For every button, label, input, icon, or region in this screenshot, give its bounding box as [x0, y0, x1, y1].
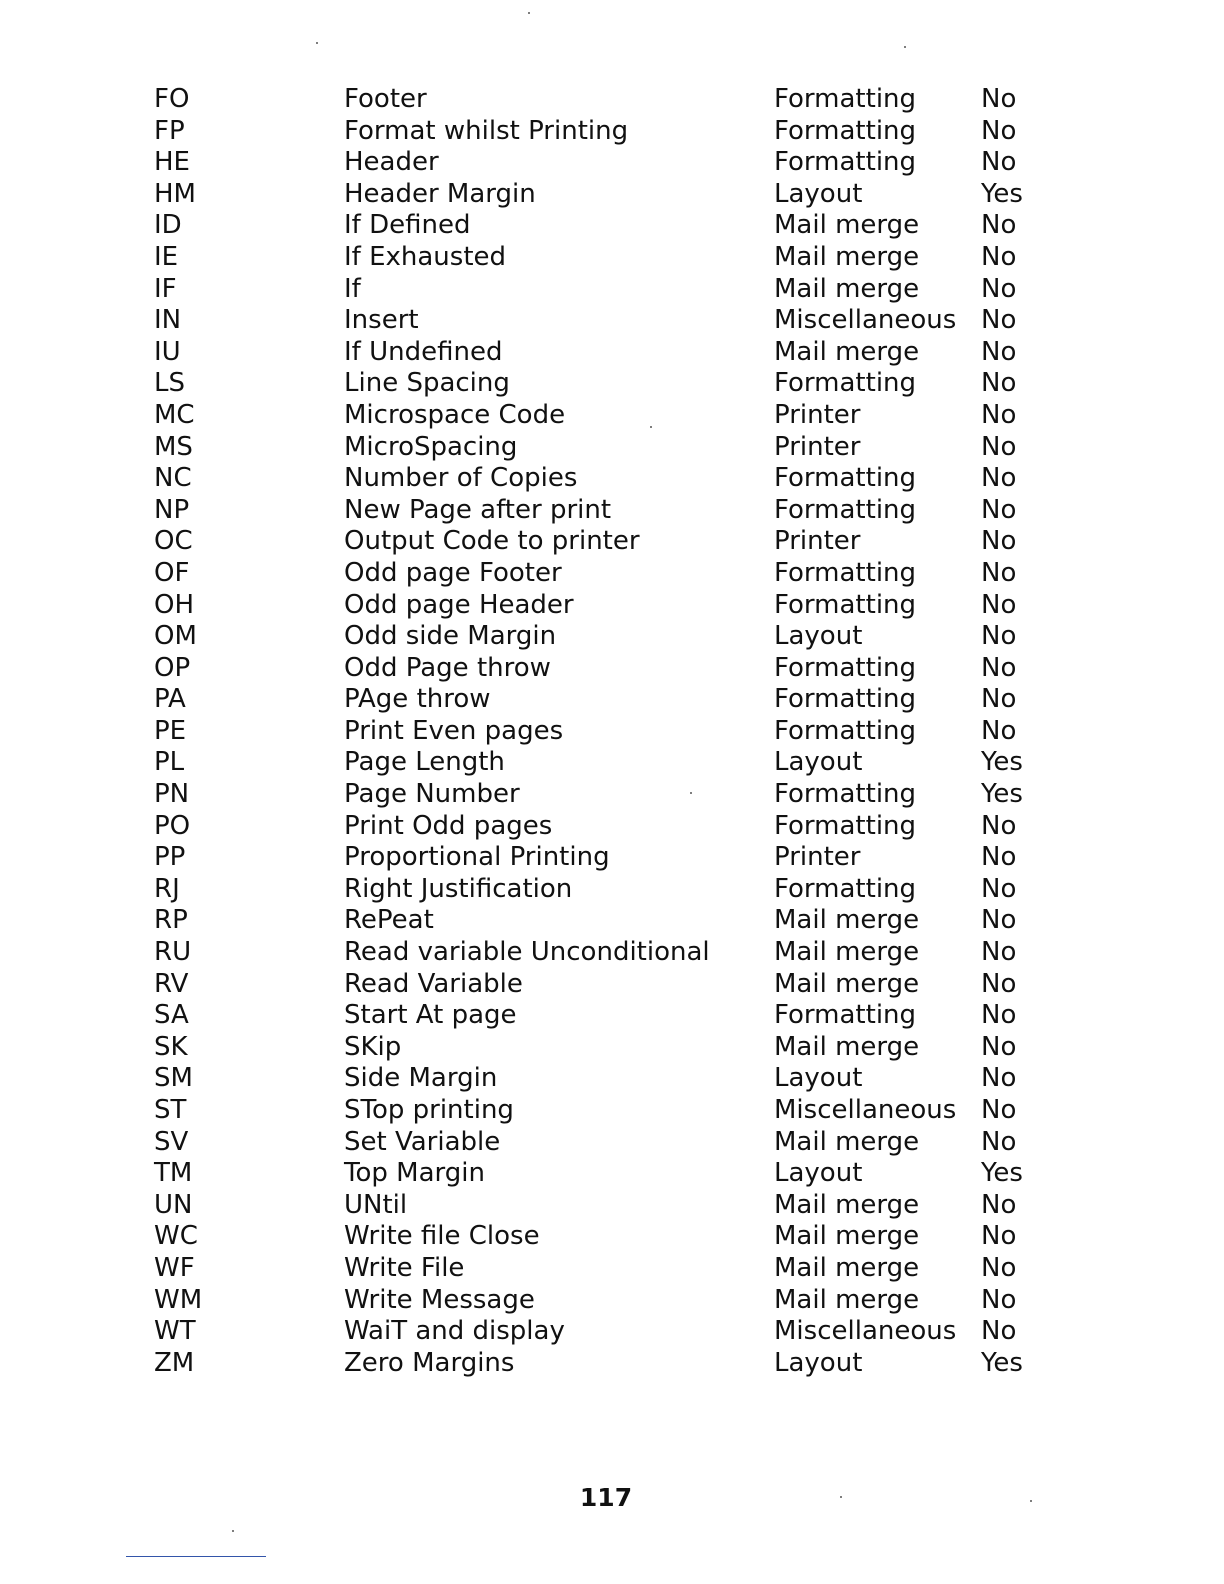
row-name: Side Margin	[344, 1063, 498, 1094]
row-code: OF	[154, 557, 190, 588]
table-row	[154, 432, 1054, 464]
row-flag: No	[981, 905, 1017, 936]
scan-speck	[650, 426, 652, 428]
table-row	[154, 1095, 1054, 1127]
table-row	[154, 653, 1054, 685]
table-row	[154, 305, 1054, 337]
row-category: Miscellaneous	[774, 1095, 957, 1125]
row-name: Odd Page throw	[344, 652, 551, 683]
row-category: Miscellaneous	[774, 305, 957, 336]
row-name: Start At page	[344, 1000, 517, 1031]
row-code: FP	[154, 115, 185, 146]
scan-speck	[528, 12, 530, 14]
row-flag: No	[981, 842, 1017, 873]
row-code: TM	[154, 1158, 193, 1189]
row-name: UNtil	[344, 1189, 408, 1220]
row-name: If Exhausted	[344, 241, 507, 272]
row-code: SK	[154, 1031, 188, 1062]
row-code: SM	[154, 1063, 193, 1094]
table-row	[154, 1190, 1054, 1222]
row-name: Top Margin	[344, 1158, 485, 1189]
row-code: PE	[154, 715, 187, 746]
row-name: If	[344, 273, 361, 304]
row-flag: No	[981, 1316, 1017, 1347]
row-category: Formatting	[774, 715, 917, 746]
row-category: Mail merge	[774, 1252, 920, 1283]
table-row	[154, 811, 1054, 843]
row-category: Printer	[774, 431, 861, 462]
bottom-rule	[126, 1556, 266, 1557]
row-name: If Defined	[344, 210, 471, 241]
row-flag: No	[981, 431, 1017, 462]
row-category: Mail merge	[774, 210, 920, 241]
table-row	[154, 969, 1054, 1001]
row-code: WM	[154, 1284, 203, 1315]
row-code: MC	[154, 399, 195, 430]
row-name: Proportional Printing	[344, 842, 610, 873]
scan-speck	[840, 1496, 842, 1498]
row-category: Mail merge	[774, 1189, 920, 1220]
row-code: OH	[154, 589, 195, 620]
row-flag: No	[981, 273, 1017, 304]
row-category: Formatting	[774, 589, 917, 620]
row-flag: Yes	[981, 178, 1023, 209]
row-name: If Undefined	[344, 336, 503, 367]
row-flag: No	[981, 1284, 1017, 1315]
row-name: Right Justification	[344, 873, 573, 904]
table-row	[154, 463, 1054, 495]
row-category: Printer	[774, 399, 861, 430]
row-flag: No	[981, 399, 1017, 430]
row-category: Layout	[774, 1158, 863, 1189]
row-flag: No	[981, 1095, 1017, 1125]
row-category: Formatting	[774, 494, 917, 525]
row-category: Mail merge	[774, 1221, 920, 1252]
table-row	[154, 337, 1054, 369]
row-category: Mail merge	[774, 905, 920, 936]
row-flag: No	[981, 684, 1017, 715]
row-name: New Page after print	[344, 494, 612, 525]
row-name: Print Even pages	[344, 715, 564, 746]
row-name: Write File	[344, 1252, 465, 1283]
row-code: PL	[154, 747, 185, 778]
scan-speck	[316, 42, 318, 44]
row-flag: No	[981, 937, 1017, 968]
table-row	[154, 558, 1054, 590]
table-row	[154, 1127, 1054, 1159]
row-category: Formatting	[774, 147, 917, 178]
row-flag: No	[981, 115, 1017, 146]
row-name: Write Message	[344, 1284, 535, 1315]
row-name: SKip	[344, 1031, 402, 1062]
row-name: Print Odd pages	[344, 810, 553, 841]
row-flag: No	[981, 1126, 1017, 1157]
row-name: Odd side Margin	[344, 621, 557, 652]
row-flag: No	[981, 1000, 1017, 1031]
row-category: Formatting	[774, 557, 917, 588]
row-name: Header Margin	[344, 178, 536, 209]
row-flag: No	[981, 463, 1017, 494]
row-category: Mail merge	[774, 937, 920, 968]
table-row	[154, 210, 1054, 242]
row-name: Write file Close	[344, 1221, 540, 1252]
row-code: OC	[154, 526, 193, 557]
command-table	[154, 84, 1054, 1379]
table-row	[154, 147, 1054, 179]
row-code: ZM	[154, 1347, 195, 1378]
table-row	[154, 400, 1054, 432]
row-flag: No	[981, 810, 1017, 841]
row-category: Formatting	[774, 368, 917, 399]
table-row	[154, 526, 1054, 558]
row-code: IE	[154, 241, 179, 272]
table-row	[154, 1316, 1054, 1348]
row-name: Read variable Unconditional	[344, 937, 710, 968]
row-flag: No	[981, 1031, 1017, 1062]
row-category: Layout	[774, 178, 863, 209]
row-flag: Yes	[981, 779, 1023, 810]
row-code: PN	[154, 779, 190, 810]
row-code: WT	[154, 1316, 196, 1347]
row-name: Page Number	[344, 779, 520, 810]
row-flag: No	[981, 968, 1017, 999]
row-name: Format whilst Printing	[344, 115, 629, 146]
row-flag: No	[981, 84, 1017, 114]
row-flag: No	[981, 241, 1017, 272]
table-row	[154, 368, 1054, 400]
table-row	[154, 905, 1054, 937]
row-category: Layout	[774, 747, 863, 778]
row-code: OM	[154, 621, 197, 652]
table-row	[154, 242, 1054, 274]
table-row	[154, 937, 1054, 969]
row-category: Printer	[774, 526, 861, 557]
row-category: Mail merge	[774, 968, 920, 999]
table-row	[154, 716, 1054, 748]
row-flag: Yes	[981, 1158, 1023, 1189]
row-flag: No	[981, 715, 1017, 746]
table-row	[154, 1253, 1054, 1285]
row-code: FO	[154, 84, 190, 114]
table-row	[154, 1221, 1054, 1253]
row-flag: No	[981, 652, 1017, 683]
row-name: PAge throw	[344, 684, 491, 715]
row-name: STop printing	[344, 1095, 514, 1125]
row-category: Mail merge	[774, 1284, 920, 1315]
row-name: Microspace Code	[344, 399, 566, 430]
row-flag: No	[981, 305, 1017, 336]
row-code: OP	[154, 652, 191, 683]
row-flag: No	[981, 1063, 1017, 1094]
table-row	[154, 1348, 1054, 1380]
scan-speck	[904, 46, 906, 48]
table-row	[154, 495, 1054, 527]
scan-speck	[232, 1530, 234, 1532]
row-name: Read Variable	[344, 968, 523, 999]
row-code: LS	[154, 368, 185, 399]
row-category: Formatting	[774, 652, 917, 683]
row-code: ST	[154, 1095, 187, 1125]
row-name: Zero Margins	[344, 1347, 515, 1378]
table-row	[154, 1032, 1054, 1064]
row-code: NP	[154, 494, 190, 525]
row-category: Mail merge	[774, 273, 920, 304]
table-row	[154, 621, 1054, 653]
row-flag: No	[981, 526, 1017, 557]
row-code: SV	[154, 1126, 189, 1157]
row-category: Formatting	[774, 115, 917, 146]
table-row	[154, 274, 1054, 306]
row-code: IF	[154, 273, 177, 304]
row-flag: No	[981, 557, 1017, 588]
table-row	[154, 179, 1054, 211]
row-category: Formatting	[774, 779, 917, 810]
row-flag: No	[981, 621, 1017, 652]
row-name: Odd page Footer	[344, 557, 562, 588]
row-name: Page Length	[344, 747, 505, 778]
row-code: PA	[154, 684, 186, 715]
row-code: NC	[154, 463, 192, 494]
row-code: PP	[154, 842, 186, 873]
table-row	[154, 1063, 1054, 1095]
row-category: Layout	[774, 1063, 863, 1094]
row-category: Formatting	[774, 873, 917, 904]
row-name: RePeat	[344, 905, 434, 936]
row-flag: No	[981, 1252, 1017, 1283]
table-row	[154, 1000, 1054, 1032]
row-code: MS	[154, 431, 193, 462]
row-name: Number of Copies	[344, 463, 578, 494]
row-flag: Yes	[981, 747, 1023, 778]
row-code: SA	[154, 1000, 189, 1031]
row-flag: No	[981, 368, 1017, 399]
row-code: RV	[154, 968, 189, 999]
table-row	[154, 1158, 1054, 1190]
row-code: UN	[154, 1189, 193, 1220]
row-code: HM	[154, 178, 196, 209]
table-row	[154, 84, 1054, 116]
row-name: Set Variable	[344, 1126, 501, 1157]
row-code: RU	[154, 937, 192, 968]
row-name: Output Code to printer	[344, 526, 640, 557]
row-flag: No	[981, 589, 1017, 620]
table-row	[154, 874, 1054, 906]
row-flag: No	[981, 336, 1017, 367]
row-code: RP	[154, 905, 188, 936]
table-row	[154, 116, 1054, 148]
row-name: WaiT and display	[344, 1316, 565, 1347]
row-flag: No	[981, 873, 1017, 904]
row-category: Formatting	[774, 810, 917, 841]
row-category: Mail merge	[774, 1031, 920, 1062]
row-category: Miscellaneous	[774, 1316, 957, 1347]
row-name: Insert	[344, 305, 419, 336]
row-flag: No	[981, 147, 1017, 178]
page-number: 117	[579, 1483, 633, 1512]
row-flag: No	[981, 494, 1017, 525]
scan-speck	[1030, 1500, 1032, 1502]
row-category: Layout	[774, 1347, 863, 1378]
table-row	[154, 1285, 1054, 1317]
row-category: Formatting	[774, 463, 917, 494]
table-row	[154, 747, 1054, 779]
scan-speck	[690, 792, 692, 794]
row-code: PO	[154, 810, 191, 841]
row-category: Mail merge	[774, 1126, 920, 1157]
row-category: Printer	[774, 842, 861, 873]
row-category: Formatting	[774, 684, 917, 715]
row-name: Header	[344, 147, 439, 178]
row-name: Odd page Header	[344, 589, 574, 620]
row-code: IN	[154, 305, 182, 336]
table-row	[154, 590, 1054, 622]
row-code: HE	[154, 147, 190, 178]
row-code: WF	[154, 1252, 195, 1283]
table-row	[154, 684, 1054, 716]
row-code: ID	[154, 210, 182, 241]
row-category: Mail merge	[774, 336, 920, 367]
row-category: Mail merge	[774, 241, 920, 272]
row-flag: No	[981, 1221, 1017, 1252]
row-flag: No	[981, 210, 1017, 241]
row-code: RJ	[154, 873, 180, 904]
row-name: Footer	[344, 84, 427, 114]
row-name: Line Spacing	[344, 368, 510, 399]
row-code: WC	[154, 1221, 198, 1252]
row-name: MicroSpacing	[344, 431, 518, 462]
row-category: Formatting	[774, 84, 917, 114]
table-row	[154, 779, 1054, 811]
row-category: Layout	[774, 621, 863, 652]
row-code: IU	[154, 336, 181, 367]
row-flag: Yes	[981, 1347, 1023, 1378]
row-flag: No	[981, 1189, 1017, 1220]
table-row	[154, 842, 1054, 874]
row-category: Formatting	[774, 1000, 917, 1031]
